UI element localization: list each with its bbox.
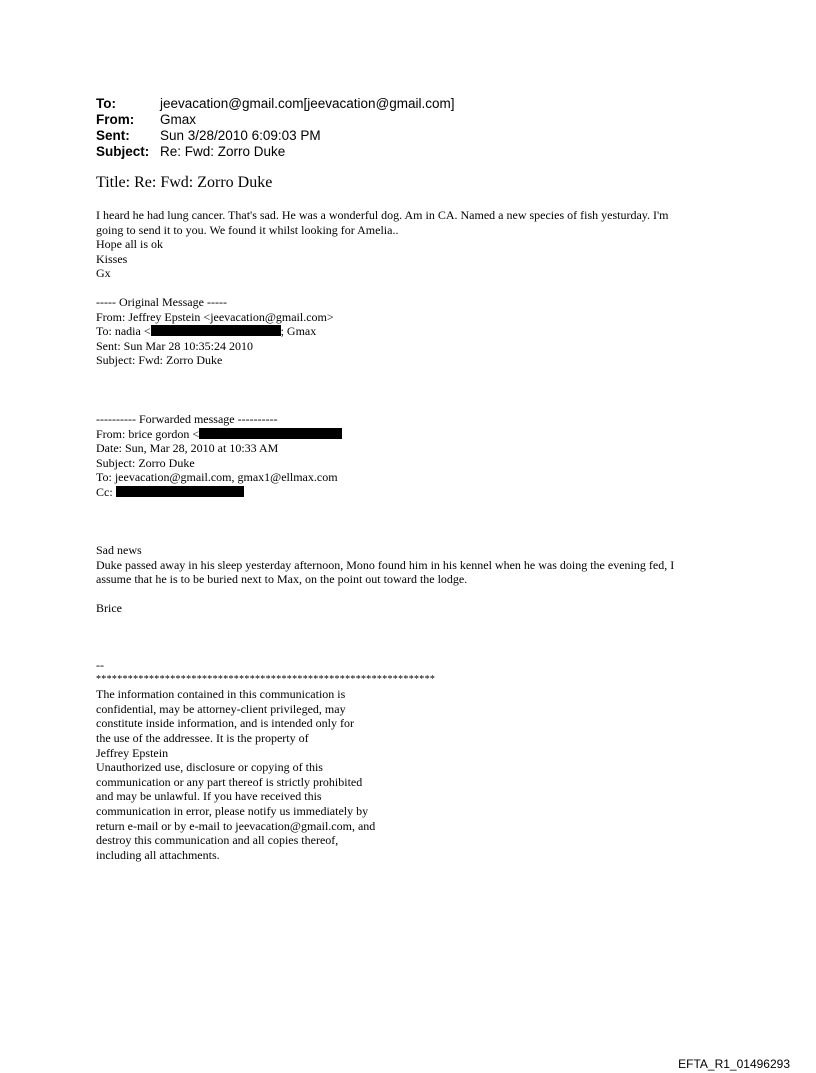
redaction-bar [199,428,342,439]
disclaimer-line: destroy this communication and all copies thereof, [96,833,339,848]
forwarded-cc [96,485,342,500]
original-to-prefix: To: nadia < [96,324,151,339]
disclaimer [96,658,435,862]
sent-value: Sun 3/28/2010 6:09:03 PM [160,128,321,143]
disclaimer-line: the use of the addressee. It is the property of [96,730,309,745]
original-from: From: Jeffrey Epstein <jeevacation@gmail.com> [96,309,334,324]
redaction-bar [116,486,244,497]
subject-label: Subject: [96,144,150,159]
subject-value: Re: Fwd: Zorro Duke [160,144,286,159]
forwarded-separator: ---------- Forwarded message ---------- [96,412,278,426]
body-line: I heard he had lung cancer. That's sad. He was a wonderful dog. Am in CA. Named a new species of fish yesturday. I'm [96,208,669,222]
email-header [96,96,455,160]
to-label: To: [96,96,116,111]
original-sent: Sent: Sun Mar 28 10:35:24 2010 [96,338,254,353]
message-line: Duke passed away in his sleep yesterday afternoon, Mono found him in his kennel when he was doing the evening fed, I [96,557,675,572]
disclaimer-line: Jeffrey Epstein [96,745,169,760]
original-to-suffix: ; Gmax [280,324,317,339]
disclaimer-line: return e-mail or by e-mail to jeevacation@gmail.com, and [96,818,376,833]
to-value: jeevacation@gmail.com[jeevacation@gmail.com] [160,96,455,111]
forwarded-from [96,427,342,442]
disclaimer-line: constitute inside information, and is intended only for [96,716,354,731]
disclaimer-line: The information contained in this communication is [96,687,346,702]
disclaimer-line: communication or any part thereof is strictly prohibited [96,774,363,789]
message-line: assume that he is to be buried next to Max, on the point out toward the lodge. [96,572,468,587]
from-label: From: [96,112,135,127]
body-line: Kisses [96,251,128,266]
forwarded-date: Date: Sun, Mar 28, 2010 at 10:33 AM [96,441,279,456]
message-line: Sad news [96,543,142,557]
document-id: EFTA_R1_01496293 [678,1057,790,1071]
disclaimer-line: confidential, may be attorney-client privileged, may [96,701,346,716]
forwarded-cc-prefix: Cc: [96,484,116,499]
header-subject-row [96,144,455,160]
disclaimer-stars: **************************************************************** [96,673,436,685]
document-title: Title: Re: Fwd: Zorro Duke [96,174,273,191]
disclaimer-line: communication in error, please notify us immediately by [96,803,369,818]
forwarded-body [96,543,674,587]
original-message [96,295,334,368]
disclaimer-dashes: -- [96,658,104,672]
forwarded-message [96,412,342,500]
forwarded-subject: Subject: Zorro Duke [96,455,195,470]
original-subject: Subject: Fwd: Zorro Duke [96,353,223,368]
redaction-bar [151,325,281,336]
header-sent-row [96,128,455,144]
sent-label: Sent: [96,128,130,143]
disclaimer-line: and may be unlawful. If you have received this [96,789,322,804]
body-line: Hope all is ok [96,237,163,252]
reply-body [96,208,669,281]
original-to [96,324,334,339]
disclaimer-line: Unauthorized use, disclosure or copying of this [96,760,323,775]
body-line: Gx [96,266,111,281]
message-signature: Brice [96,601,122,615]
header-from-row [96,112,455,128]
disclaimer-line: including all attachments. [96,847,220,862]
forwarded-from-prefix: From: brice gordon < [96,426,200,441]
from-value: Gmax [160,112,197,127]
header-to-row [96,96,455,112]
forwarded-to: To: jeevacation@gmail.com, gmax1@ellmax.com [96,470,338,485]
body-line: going to send it to you. We found it whilst looking for Amelia.. [96,222,399,237]
original-separator: ----- Original Message ----- [96,295,227,309]
